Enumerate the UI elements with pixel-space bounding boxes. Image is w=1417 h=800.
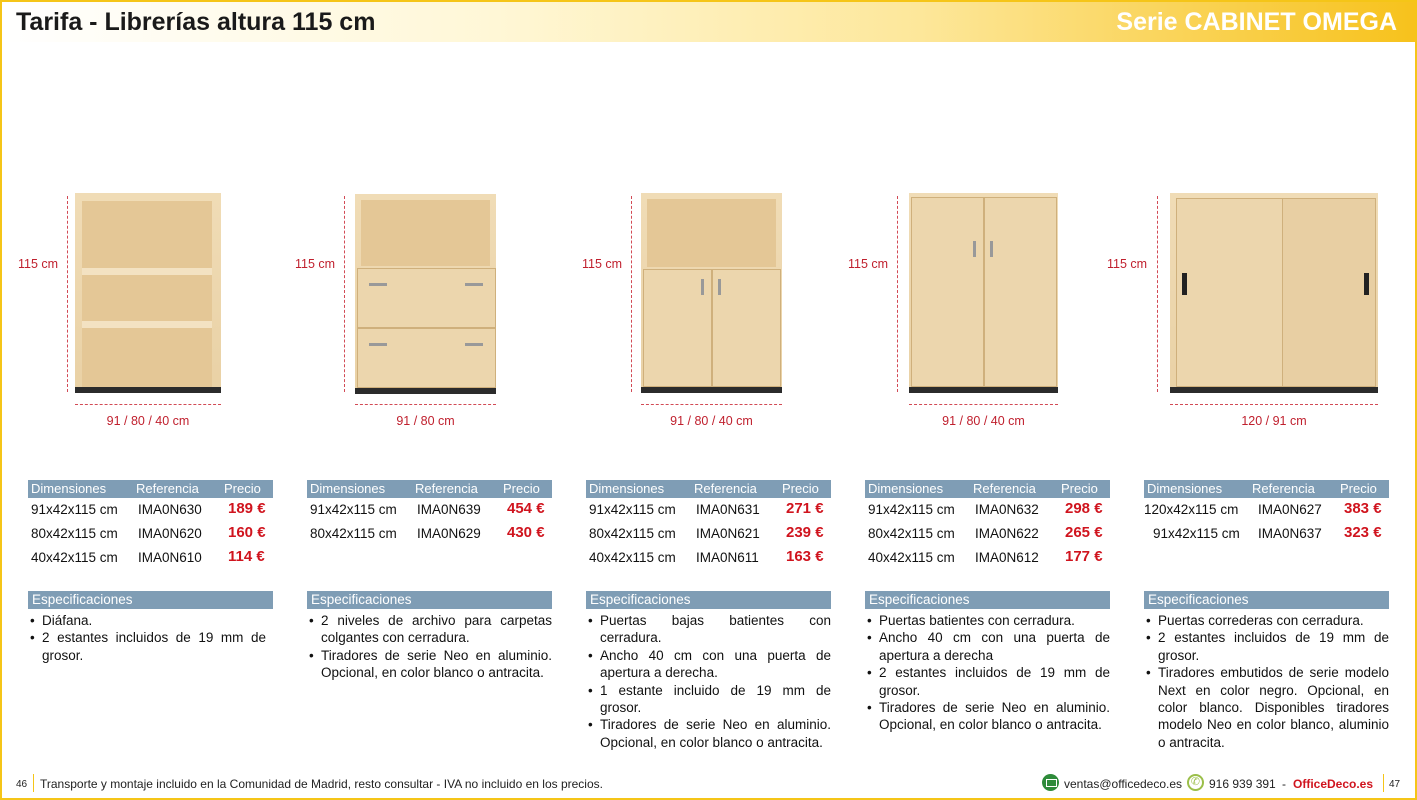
cabinet-image xyxy=(641,193,782,393)
width-label: 120 / 91 cm xyxy=(1241,414,1307,428)
spec-list xyxy=(28,612,266,664)
height-label: 115 cm xyxy=(848,257,889,271)
table-row: 40x42x115 cm IMA0N612 177 € xyxy=(868,548,1103,565)
series-title: Serie CABINET OMEGA xyxy=(1116,8,1397,36)
spec-header: Especificaciones xyxy=(586,591,831,609)
table-row: 80x42x115 cm IMA0N629 430 € xyxy=(310,524,545,541)
col-precio: Precio xyxy=(224,481,261,496)
spec-header: Especificaciones xyxy=(28,591,273,609)
table-row: 80x42x115 cm IMA0N620 160 € xyxy=(31,524,266,541)
phone-icon: ✆ xyxy=(1187,774,1204,791)
cabinet-image xyxy=(909,193,1058,393)
width-dimension-line xyxy=(909,404,1058,405)
spec-header: Especificaciones xyxy=(307,591,552,609)
spec-item: • 2 niveles de archivo para carpetas colgantes con cerradura. xyxy=(307,612,552,647)
spec-item: • Puertas bajas batientes con cerradura. xyxy=(586,612,831,647)
table-row: 80x42x115 cm IMA0N622 265 € xyxy=(868,524,1103,541)
footer-dash: - xyxy=(1282,777,1286,791)
height-label: 115 cm xyxy=(582,257,623,271)
width-dimension-line xyxy=(1170,404,1378,405)
table-row: 91x42x115 cm IMA0N630 189 € xyxy=(31,500,266,517)
height-label: 115 cm xyxy=(18,257,59,271)
cabinet-image xyxy=(355,194,496,394)
price-table-header: Dimensiones Referencia Precio xyxy=(307,480,552,498)
table-row: 40x42x115 cm IMA0N611 163 € xyxy=(589,548,824,565)
spec-list xyxy=(1144,612,1389,751)
page-title: Tarifa - Librerías altura 115 cm xyxy=(16,8,376,36)
page-number-right: 47 xyxy=(1389,779,1401,790)
table-row: 91x42x115 cm IMA0N632 298 € xyxy=(868,500,1103,517)
height-dimension-line xyxy=(631,196,632,392)
col-dimensiones: Dimensiones xyxy=(31,481,107,496)
price-table-header: Dimensiones Referencia Precio xyxy=(586,480,831,498)
spec-item: • Tiradores de serie Neo en aluminio. Opcional, en color blanco o antracita. xyxy=(307,647,552,682)
footer-phone: 916 939 391 xyxy=(1209,777,1276,791)
width-dimension-line xyxy=(641,404,782,405)
spec-item: • Puertas batientes con cerradura. xyxy=(865,612,1110,629)
spec-item: • 1 estante incluido de 19 mm de grosor. xyxy=(586,682,831,717)
col-referencia: Referencia xyxy=(136,481,199,496)
width-label: 91 / 80 / 40 cm xyxy=(670,414,753,428)
height-dimension-line xyxy=(1157,196,1158,392)
width-label: 91 / 80 / 40 cm xyxy=(106,414,190,428)
width-dimension-line xyxy=(355,404,496,405)
height-label: 115 cm xyxy=(1107,257,1148,271)
table-row: 80x42x115 cm IMA0N621 239 € xyxy=(589,524,824,541)
footer-separator xyxy=(1383,774,1384,792)
width-label: 91 / 80 / 40 cm xyxy=(942,414,1025,428)
price-table-header: Dimensiones Referencia Precio xyxy=(1144,480,1389,498)
spec-list xyxy=(586,612,831,751)
width-label: 91 / 80 cm xyxy=(396,414,455,428)
spec-header: Especificaciones xyxy=(865,591,1110,609)
height-label: 115 cm xyxy=(295,257,336,271)
table-row: 120x42x115 cm IMA0N627 383 € xyxy=(1144,500,1382,517)
height-dimension-line xyxy=(897,196,898,392)
price-table-header: Dimensiones Referencia Precio xyxy=(865,480,1110,498)
spec-header: Especificaciones xyxy=(1144,591,1389,609)
spec-item: • Tiradores de serie Neo en aluminio. Opcional, en color blanco o antracita. xyxy=(586,716,831,751)
spec-item: • 2 estantes incluidos de 19 mm de grosor. xyxy=(1144,629,1389,664)
spec-list xyxy=(307,612,552,682)
spec-item: • Tiradores embutidos de serie modelo Next en color negro. Opcional, en color blanco. Disponibles tiradores modelo Neo en color blanco, aluminio o antracita. xyxy=(1144,664,1389,751)
table-row: 91x42x115 cm IMA0N637 323 € xyxy=(1153,524,1382,541)
table-row: 91x42x115 cm IMA0N639 454 € xyxy=(310,500,545,517)
table-row: 40x42x115 cm IMA0N610 114 € xyxy=(31,548,265,565)
footer-note: Transporte y montaje incluido en la Comunidad de Madrid, resto consultar - IVA no incluido en los precios. xyxy=(40,777,603,791)
spec-item: • Tiradores de serie Neo en aluminio. Opcional, en color blanco o antracita. xyxy=(865,699,1110,734)
height-dimension-line xyxy=(344,196,345,392)
cabinet-image xyxy=(1170,193,1378,393)
footer-brand[interactable]: OfficeDeco.es xyxy=(1293,777,1374,791)
spec-item: • 2 estantes incluidos de 19 mm de grosor. xyxy=(28,629,266,664)
spec-item: • Diáfana. xyxy=(28,612,266,629)
footer-email[interactable]: ventas@officedeco.es xyxy=(1064,777,1183,791)
spec-item: • Ancho 40 cm con una puerta de apertura a derecha. xyxy=(586,647,831,682)
spec-item: • Puertas correderas con cerradura. xyxy=(1144,612,1389,629)
page-number-left: 46 xyxy=(16,779,28,790)
email-icon xyxy=(1042,774,1059,791)
price-table-header xyxy=(28,480,273,498)
spec-item: • Ancho 40 cm con una puerta de apertura a derecha xyxy=(865,629,1110,664)
spec-list xyxy=(865,612,1110,734)
footer-separator xyxy=(33,774,34,792)
table-row: 91x42x115 cm IMA0N631 271 € xyxy=(589,500,824,517)
spec-item: • 2 estantes incluidos de 19 mm de grosor. xyxy=(865,664,1110,699)
